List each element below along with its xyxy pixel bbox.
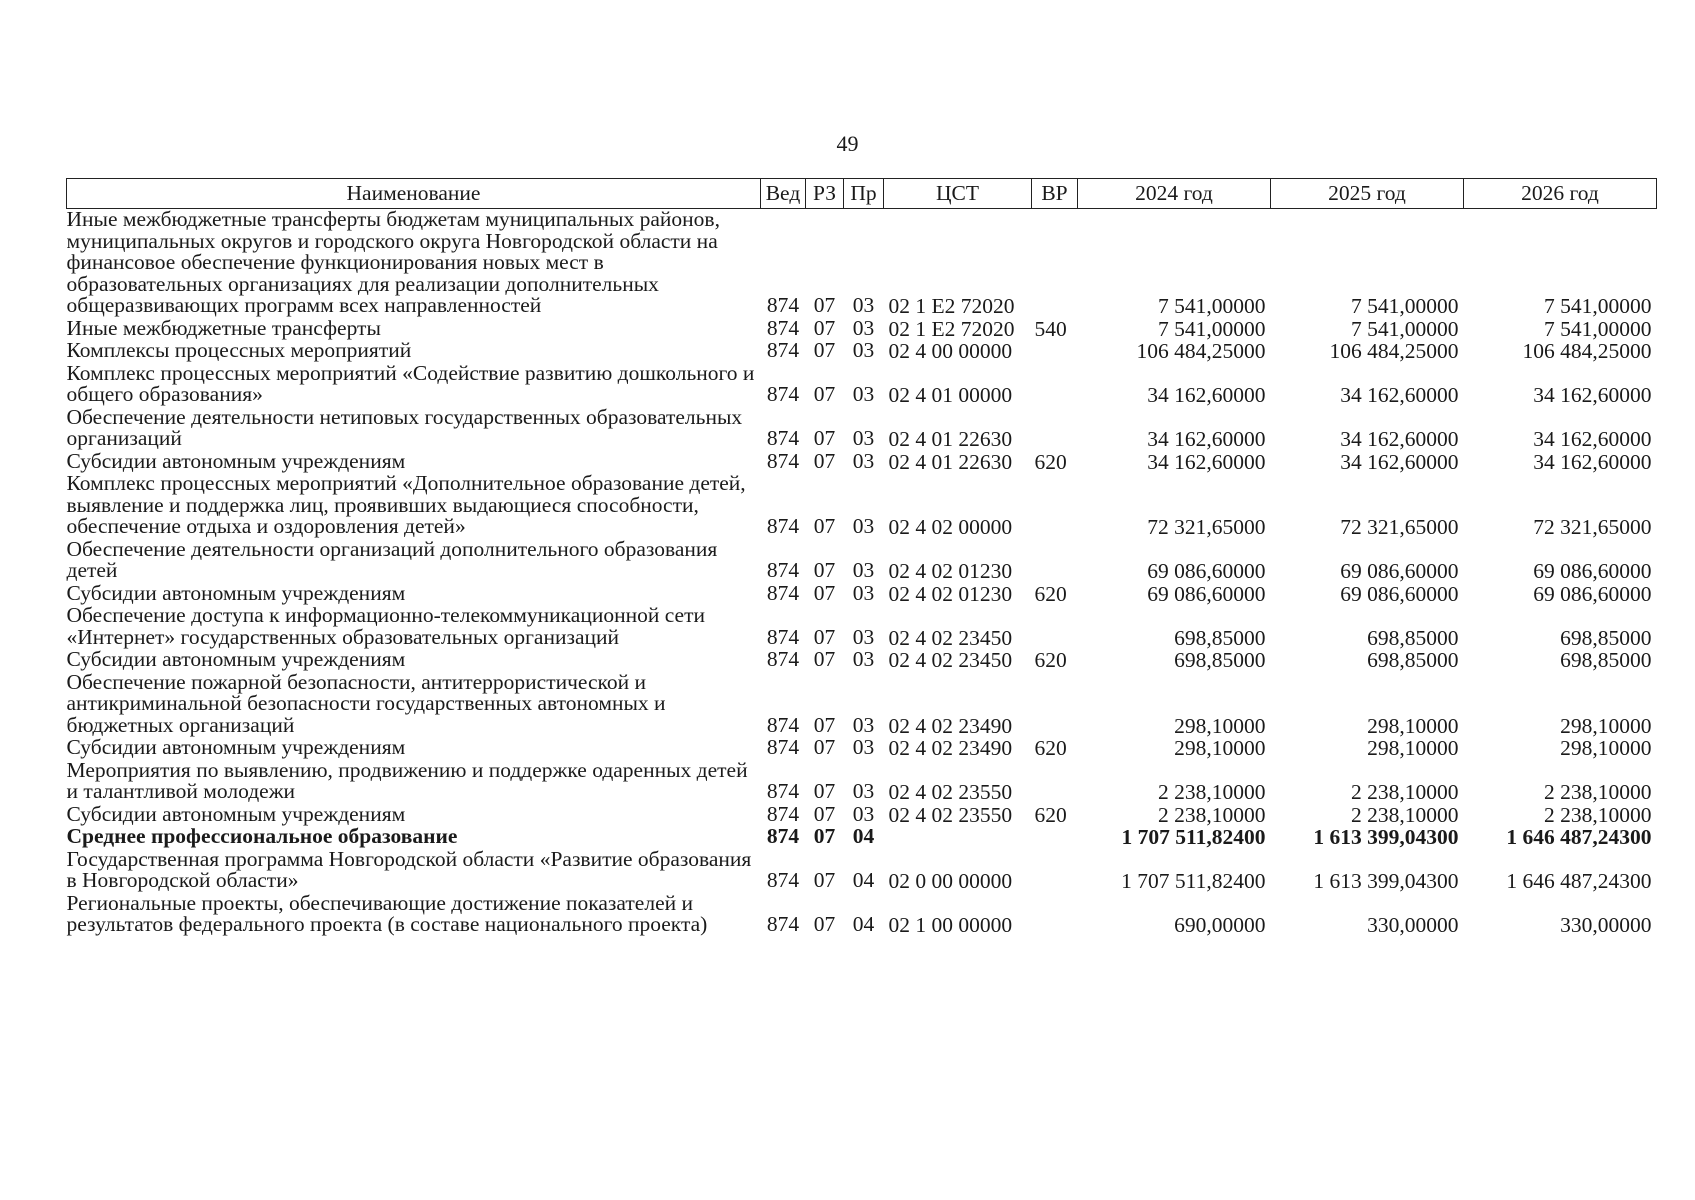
cell-y2026: 34 162,60000 (1533, 427, 1652, 451)
table-row (67, 407, 1657, 451)
cell-pr: 03 (852, 801, 875, 826)
cell-y2026: 34 162,60000 (1533, 383, 1652, 407)
cell-pr: 03 (852, 647, 875, 671)
cell-ved: 874 (766, 824, 800, 848)
cell-rz: 07 (813, 712, 836, 737)
cell-rz: 07 (813, 912, 836, 936)
cell-y2024: 7 541,00000 (1158, 316, 1266, 341)
cell-pr: 03 (852, 448, 875, 473)
cell-cst (884, 826, 1032, 849)
cell-y2025: 698,85000 (1367, 648, 1459, 672)
cell-y2024: 34 162,60000 (1147, 449, 1266, 474)
cell-ved: 874 (766, 624, 800, 649)
cell-name: Комплекс процессных мероприятий «Содействие развитию дошкольного и общего образования» (66, 360, 755, 406)
cell-rz: 07 (813, 448, 836, 473)
cell-cst: 02 4 02 23550 (888, 780, 1013, 804)
cell-rz: 07 (813, 624, 836, 649)
cell-vr (1032, 849, 1078, 893)
cell-vr (1032, 893, 1078, 937)
cell-vr: 620 (1034, 581, 1067, 606)
cell-pr: 03 (852, 735, 875, 759)
cell-ved: 874 (766, 315, 800, 340)
cell-y2025: 298,10000 (1367, 713, 1459, 738)
cell-name: Мероприятия по выявлению, продвижению и поддержке одаренных детей и талантливой молодежи (66, 757, 748, 803)
table-row (67, 583, 1657, 606)
cell-rz: 07 (813, 382, 836, 406)
cell-name: Обеспечение деятельности организаций дополнительного образования детей (66, 536, 718, 582)
cell-y2026: 330,00000 (1560, 913, 1652, 937)
cell-cst: 02 4 01 22630 (888, 427, 1013, 451)
cell-vr (1032, 760, 1078, 804)
cell-ved: 874 (766, 426, 800, 450)
cell-pr: 03 (852, 293, 875, 317)
cell-pr: 03 (852, 514, 875, 538)
cell-cst: 02 4 02 23490 (888, 736, 1013, 760)
cell-rz: 07 (813, 735, 836, 759)
cell-y2026: 72 321,65000 (1533, 515, 1652, 539)
cell-y2025: 69 086,60000 (1340, 581, 1459, 606)
table-row (67, 760, 1657, 804)
cell-ved: 874 (766, 647, 800, 671)
cell-y2024: 69 086,60000 (1147, 581, 1266, 606)
cell-y2026: 2 238,10000 (1544, 802, 1652, 827)
cell-y2024: 1 707 511,82400 (1121, 869, 1266, 893)
header-name: Наименование (67, 179, 761, 209)
table-row (67, 826, 1657, 849)
cell-ved: 874 (766, 558, 800, 582)
cell-cst: 02 4 02 23450 (888, 648, 1013, 672)
cell-y2024: 2 238,10000 (1158, 802, 1266, 827)
cell-cst: 02 4 02 01230 (888, 559, 1013, 583)
cell-cst: 02 4 02 23450 (888, 625, 1013, 650)
cell-y2026: 2 238,10000 (1544, 780, 1652, 804)
header-2025: 2025 год (1271, 179, 1464, 209)
cell-cst: 02 4 02 00000 (888, 515, 1013, 539)
cell-rz: 07 (813, 868, 836, 892)
cell-ved: 874 (766, 735, 800, 759)
table-row (67, 649, 1657, 672)
cell-y2025: 7 541,00000 (1351, 294, 1459, 318)
cell-vr: 620 (1034, 648, 1067, 672)
cell-y2026: 698,85000 (1560, 625, 1652, 650)
cell-vr: 620 (1034, 449, 1067, 474)
cell-y2025: 1 613 399,04300 (1313, 825, 1459, 849)
table-row (67, 737, 1657, 760)
cell-y2025: 7 541,00000 (1351, 316, 1459, 341)
cell-cst: 02 4 00 00000 (888, 339, 1013, 363)
cell-pr: 03 (852, 338, 875, 362)
cell-y2024: 69 086,60000 (1147, 559, 1266, 583)
cell-ved: 874 (766, 779, 800, 803)
cell-rz: 07 (813, 647, 836, 671)
table-header-row (67, 179, 1657, 209)
cell-name: Субсидии автономным учреждениям (66, 801, 406, 826)
cell-cst: 02 4 02 23550 (888, 802, 1013, 827)
cell-name: Обеспечение деятельности нетиповых государственных образовательных организаций (66, 404, 743, 450)
cell-pr: 03 (852, 624, 875, 649)
cell-pr: 03 (852, 382, 875, 406)
cell-y2025: 2 238,10000 (1351, 802, 1459, 827)
cell-rz: 07 (813, 779, 836, 803)
cell-cst: 02 1 00 00000 (888, 913, 1013, 937)
header-pr: Пр (844, 179, 884, 209)
cell-y2026: 1 646 487,24300 (1506, 869, 1652, 893)
cell-name: Иные межбюджетные трансферты (66, 315, 381, 340)
table-row (67, 473, 1657, 539)
cell-y2025: 72 321,65000 (1340, 515, 1459, 539)
cell-name: Обеспечение пожарной безопасности, антитеррористической и антикриминальной безопасности государственных автономных и бюджетных организаций (66, 669, 666, 737)
cell-y2025: 330,00000 (1367, 913, 1459, 937)
cell-name: Субсидии автономным учреждениям (66, 647, 406, 671)
cell-ved: 874 (766, 514, 800, 538)
cell-ved: 874 (766, 448, 800, 473)
table-row (67, 340, 1657, 363)
cell-vr (1032, 209, 1078, 318)
cell-pr: 03 (852, 712, 875, 737)
cell-name: Субсидии автономным учреждениям (66, 735, 406, 759)
cell-name: Иные межбюджетные трансферты бюджетам муниципальных районов, муниципальных округов и городского округа Новгородской области на финансовое обеспечение функционирования новых мест в образовательных организациях для реализации дополнительных общеразвивающих программ всех направленностей (66, 207, 720, 317)
cell-y2024: 106 484,25000 (1136, 339, 1266, 363)
cell-y2025: 34 162,60000 (1340, 383, 1459, 407)
table-row (67, 363, 1657, 407)
cell-y2024: 2 238,10000 (1158, 780, 1266, 804)
cell-vr: 620 (1034, 736, 1067, 760)
cell-y2026: 298,10000 (1560, 713, 1652, 738)
table-row (67, 804, 1657, 827)
cell-cst: 02 4 01 00000 (888, 383, 1013, 407)
table-row (67, 893, 1657, 937)
cell-y2024: 698,85000 (1174, 625, 1266, 650)
header-2026: 2026 год (1464, 179, 1657, 209)
cell-y2024: 1 707 511,82400 (1121, 825, 1266, 849)
cell-name: Субсидии автономным учреждениям (66, 448, 406, 473)
cell-vr (1032, 672, 1078, 738)
table-row (67, 672, 1657, 738)
table-body (67, 209, 1657, 937)
cell-rz: 07 (813, 580, 836, 605)
table-row (67, 539, 1657, 583)
cell-cst: 02 1 E2 72020 (888, 294, 1015, 318)
cell-y2024: 34 162,60000 (1147, 427, 1266, 451)
cell-rz: 07 (813, 293, 836, 317)
cell-rz: 07 (813, 514, 836, 538)
table-row (67, 849, 1657, 893)
cell-ved: 874 (766, 868, 800, 892)
cell-pr: 03 (852, 779, 875, 803)
cell-y2025: 298,10000 (1367, 736, 1459, 760)
cell-y2024: 298,10000 (1174, 713, 1266, 738)
cell-vr (1032, 605, 1078, 649)
cell-pr: 03 (852, 558, 875, 582)
cell-y2026: 69 086,60000 (1533, 581, 1652, 606)
cell-y2026: 698,85000 (1560, 648, 1652, 672)
cell-y2025: 34 162,60000 (1340, 427, 1459, 451)
cell-pr: 04 (852, 824, 875, 848)
cell-y2025: 106 484,25000 (1329, 339, 1459, 363)
cell-name: Комплексы процессных мероприятий (66, 338, 412, 362)
cell-rz: 07 (813, 801, 836, 826)
cell-ved: 874 (766, 712, 800, 737)
cell-pr: 04 (852, 868, 875, 892)
cell-name: Государственная программа Новгородской области «Развитие образования в Новгородской области» (66, 846, 752, 892)
cell-vr (1032, 407, 1078, 451)
cell-vr (1032, 473, 1078, 539)
cell-cst: 02 4 01 22630 (888, 449, 1013, 474)
cell-ved: 874 (766, 580, 800, 605)
cell-name: Среднее профессиональное образование (66, 824, 458, 848)
cell-rz: 07 (813, 426, 836, 450)
table-row (67, 451, 1657, 474)
cell-cst: 02 4 02 23490 (888, 713, 1013, 738)
cell-pr: 03 (852, 426, 875, 450)
budget-table (66, 178, 1657, 937)
cell-rz: 07 (813, 315, 836, 340)
cell-y2026: 106 484,25000 (1522, 339, 1652, 363)
cell-y2024: 72 321,65000 (1147, 515, 1266, 539)
header-cst: ЦСТ (884, 179, 1032, 209)
cell-ved: 874 (766, 338, 800, 362)
cell-vr (1032, 340, 1078, 363)
header-rz: РЗ (806, 179, 844, 209)
header-vr: ВР (1032, 179, 1078, 209)
cell-y2026: 34 162,60000 (1533, 449, 1652, 474)
cell-cst: 02 0 00 00000 (888, 869, 1013, 893)
cell-y2025: 2 238,10000 (1351, 780, 1459, 804)
cell-ved: 874 (766, 293, 800, 317)
cell-y2024: 7 541,00000 (1158, 294, 1266, 318)
cell-y2025: 69 086,60000 (1340, 559, 1459, 583)
cell-pr: 03 (852, 315, 875, 340)
cell-cst: 02 4 02 01230 (888, 581, 1013, 606)
cell-ved: 874 (766, 801, 800, 826)
cell-name: Региональные проекты, обеспечивающие достижение показателей и результатов федерального проекта (в составе национального проекта) (66, 890, 708, 936)
cell-y2026: 69 086,60000 (1533, 559, 1652, 583)
cell-vr: 620 (1034, 802, 1067, 827)
cell-pr: 04 (852, 912, 875, 936)
cell-y2025: 34 162,60000 (1340, 449, 1459, 474)
cell-rz: 07 (813, 558, 836, 582)
cell-vr (1032, 363, 1078, 407)
cell-ved: 874 (766, 382, 800, 406)
cell-y2024: 690,00000 (1174, 913, 1266, 937)
cell-name: Обеспечение доступа к информационно-телекоммуникационной сети «Интернет» государственных образовательных организаций (66, 603, 705, 649)
cell-y2025: 1 613 399,04300 (1313, 869, 1459, 893)
table-row (67, 209, 1657, 318)
cell-y2024: 298,10000 (1174, 736, 1266, 760)
cell-vr (1032, 539, 1078, 583)
cell-rz: 07 (813, 824, 836, 848)
cell-ved: 874 (766, 912, 800, 936)
cell-vr: 540 (1034, 316, 1067, 341)
cell-y2025: 698,85000 (1367, 625, 1459, 650)
cell-y2024: 698,85000 (1174, 648, 1266, 672)
cell-y2026: 1 646 487,24300 (1506, 825, 1652, 849)
header-ved: Вед (761, 179, 806, 209)
cell-y2026: 7 541,00000 (1544, 294, 1652, 318)
cell-vr (1032, 826, 1078, 849)
table-row (67, 318, 1657, 341)
cell-y2026: 298,10000 (1560, 736, 1652, 760)
cell-y2024: 34 162,60000 (1147, 383, 1266, 407)
cell-cst: 02 1 E2 72020 (888, 316, 1015, 341)
page-number: 49 (836, 131, 859, 156)
cell-name: Комплекс процессных мероприятий «Дополнительное образование детей, выявление и поддержка лиц, проявивших выдающиеся способности, обеспечение отдыха и оздоровления детей» (66, 471, 746, 538)
header-2024: 2024 год (1078, 179, 1271, 209)
cell-pr: 03 (852, 580, 875, 605)
cell-name: Субсидии автономным учреждениям (66, 580, 406, 605)
cell-rz: 07 (813, 338, 836, 362)
table-row (67, 605, 1657, 649)
cell-y2026: 7 541,00000 (1544, 316, 1652, 341)
